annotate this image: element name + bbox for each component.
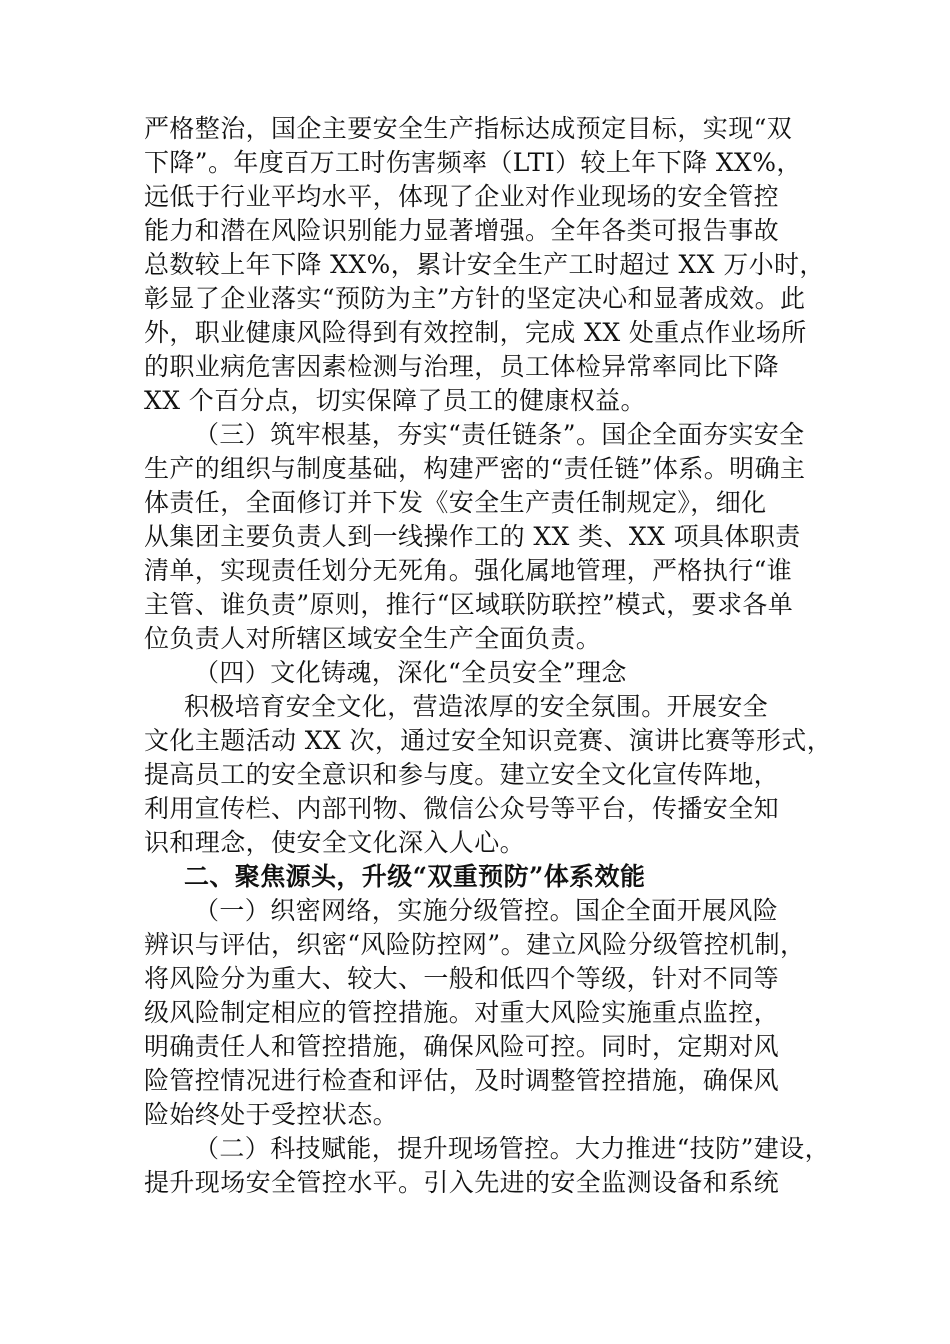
text-line: 辨识与评估，织密“风险防控网”。建立风险分级管控机制， [144,930,806,959]
text-line: 体责任，全面修订并下发《安全生产责任制规定》，细化 [144,488,767,517]
text-line: 利用宣传栏、内部刊物、微信公众号等平台，传播安全知 [144,794,780,823]
text-line: 险始终处于受控状态。 [144,1100,399,1129]
text-line: 提高员工的安全意识和参与度。建立安全文化宣传阵地， [144,760,780,789]
text-line: （四）文化铸魂，深化“全员安全”理念 [194,658,627,687]
text-line: 从集团主要负责人到一线操作工的 XX 类、XX 项具体职责 [144,522,801,551]
text-line: 远低于行业平均水平，体现了企业对作业现场的安全管控 [144,182,780,211]
text-line: 的职业病危害因素检测与治理，员工体检异常率同比下降 [144,352,780,381]
text-line: 文化主题活动 XX 次，通过安全知识竞赛、演讲比赛等形式， [144,726,833,755]
text-line: 总数较上年下降 XX%，累计安全生产工时超过 XX 万小时， [144,250,825,279]
text-line: 主管、谁负责”原则，推行“区域联防联控”模式，要求各单 [144,590,794,619]
text-line: 积极培育安全文化，营造浓厚的安全氛围。开展安全 [184,692,769,721]
text-line: 彰显了企业落实“预防为主”方针的坚定决心和显著成效。此 [144,284,806,313]
text-line: 识和理念，使安全文化深入人心。 [144,828,526,857]
text-line: 能力和潜在风险识别能力显著增强。全年各类可报告事故 [144,216,780,245]
text-line: （一）织密网络，实施分级管控。国企全面开展风险 [194,896,779,925]
document-body [144,112,836,1200]
text-line: （二）科技赋能，提升现场管控。大力推进“技防”建设， [194,1134,830,1163]
text-line: （三）筑牢根基，夯实“责任链条”。国企全面夯实安全 [194,420,805,449]
section-heading-line: 二、聚焦源头，升级“双重预防”体系效能 [184,862,646,891]
text-line: 明确责任人和管控措施，确保风险可控。同时，定期对风 [144,1032,780,1061]
text-line: 严格整治，国企主要安全生产指标达成预定目标，实现“双 [144,114,793,143]
text-line: 将风险分为重大、较大、一般和低四个等级，针对不同等 [144,964,780,993]
text-line: 下降”。年度百万工时伤害频率（LTI）较上年下降 XX%， [144,148,802,177]
text-line: 级风险制定相应的管控措施。对重大风险实施重点监控， [144,998,780,1027]
text-line: 险管控情况进行检查和评估，及时调整管控措施，确保风 [144,1066,780,1095]
text-line: 生产的组织与制度基础，构建严密的“责任链”体系。明确主 [144,454,806,483]
text-line: XX 个百分点，切实保障了员工的健康权益。 [144,386,646,415]
text-line: 外，职业健康风险得到有效控制，完成 XX 处重点作业场所 [144,318,807,347]
text-line: 提升现场安全管控水平。引入先进的安全监测设备和系统 [144,1168,780,1197]
text-line: 位负责人对所辖区域安全生产全面负责。 [144,624,602,653]
text-line: 清单，实现责任划分无死角。强化属地管理，严格执行“谁 [144,556,793,585]
